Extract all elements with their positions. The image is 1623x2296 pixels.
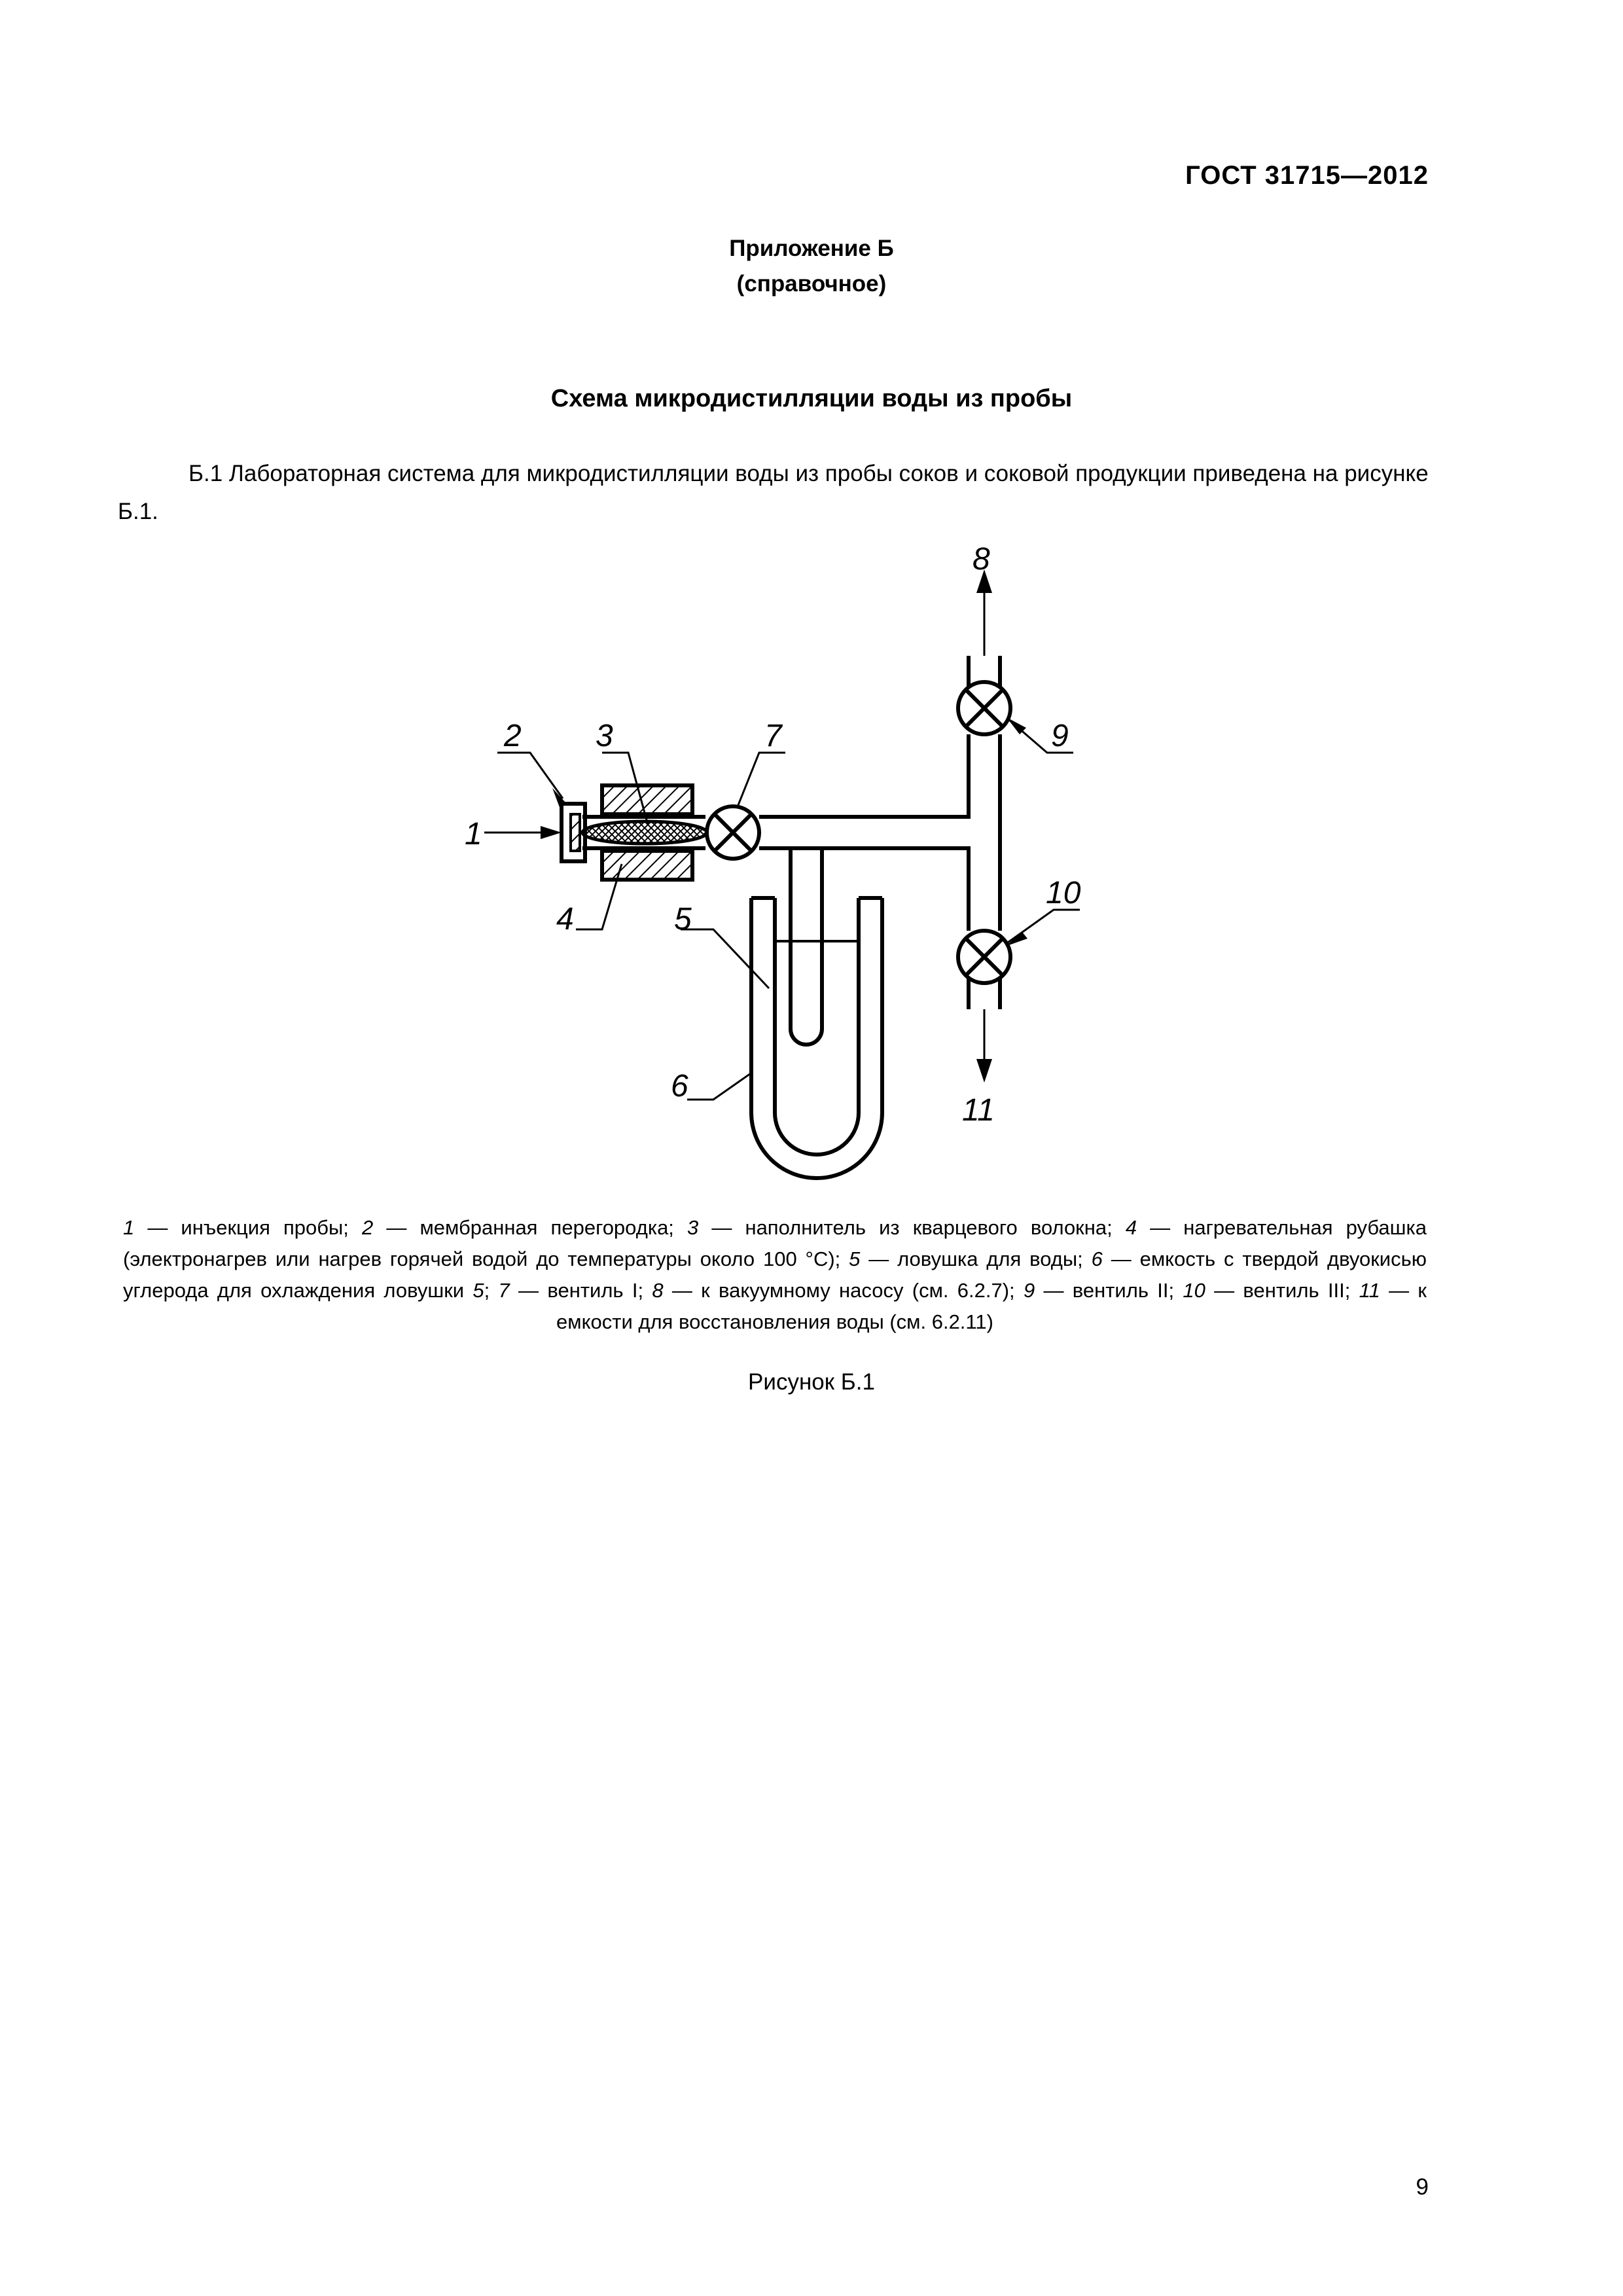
legend-num: 11 (1359, 1279, 1380, 1302)
legend-num: 1 (123, 1216, 135, 1239)
legend-text: — вентиль III; (1205, 1279, 1359, 1302)
label-3: 3 (596, 719, 613, 753)
legend-text: — наполнитель из кварцевого волокна; (698, 1216, 1126, 1239)
heating-jacket-top (602, 785, 692, 814)
label-11: 11 (962, 1093, 995, 1128)
legend-text: — вентиль II; (1035, 1279, 1183, 1302)
page-number: 9 (1416, 2174, 1429, 2200)
quartz-wool-filler (582, 821, 707, 844)
label-1: 1 (465, 817, 482, 852)
legend-num: 7 (498, 1279, 510, 1302)
legend-num: 9 (1023, 1279, 1035, 1302)
figure-caption: Рисунок Б.1 (748, 1369, 875, 1395)
section-title: Схема микродистилляции воды из пробы (550, 385, 1073, 412)
legend-num: 10 (1183, 1279, 1205, 1302)
label-9: 9 (1051, 719, 1069, 753)
heating-jacket-bottom (602, 851, 692, 880)
label-2: 2 (504, 719, 522, 753)
legend-num: 6 (1091, 1247, 1103, 1270)
figure-legend (123, 1212, 1427, 1338)
legend-text: — мембранная перегородка; (373, 1216, 688, 1239)
legend-num: 5 (473, 1279, 484, 1302)
legend-text: — инъекция пробы; (134, 1216, 363, 1239)
label-8: 8 (972, 542, 990, 577)
legend-num: 8 (652, 1279, 664, 1302)
label-6: 6 (671, 1069, 688, 1103)
legend-num: 4 (1125, 1216, 1137, 1239)
label-10: 10 (1046, 876, 1081, 910)
label-4: 4 (556, 902, 574, 937)
paragraph-text: Б.1 Лабораторная система для микродистилляции воды из пробы соков и соковой продукции приведена на рисунке Б.1. (118, 461, 1429, 524)
legend-text: — к вакуумному насосу (см. 6.2.7); (663, 1279, 1024, 1302)
annex-title: Приложение Б (729, 236, 894, 261)
legend-num: 3 (687, 1216, 699, 1239)
legend-num: 5 (849, 1247, 861, 1270)
annex-subtitle: (справочное) (736, 271, 887, 296)
standard-number: ГОСТ 31715—2012 (1185, 161, 1429, 190)
legend-text: ; (484, 1279, 499, 1302)
legend-text: — ловушка для воды; (860, 1247, 1092, 1270)
legend-text: — нагревательная рубашка (электронагрев или нагрев горячей водой до температуры около 100 °С); (123, 1216, 1427, 1270)
legend-num: 2 (362, 1216, 374, 1239)
legend-text: — вентиль I; (509, 1279, 652, 1302)
label-5: 5 (674, 902, 692, 937)
legend-text: — к емкости для восстановления воды (см. 6.2.11) (556, 1279, 1427, 1333)
legend-text: — емкость с твердой двуокисью углерода для охлаждения ловушки (123, 1247, 1427, 1302)
label-7: 7 (764, 719, 782, 753)
